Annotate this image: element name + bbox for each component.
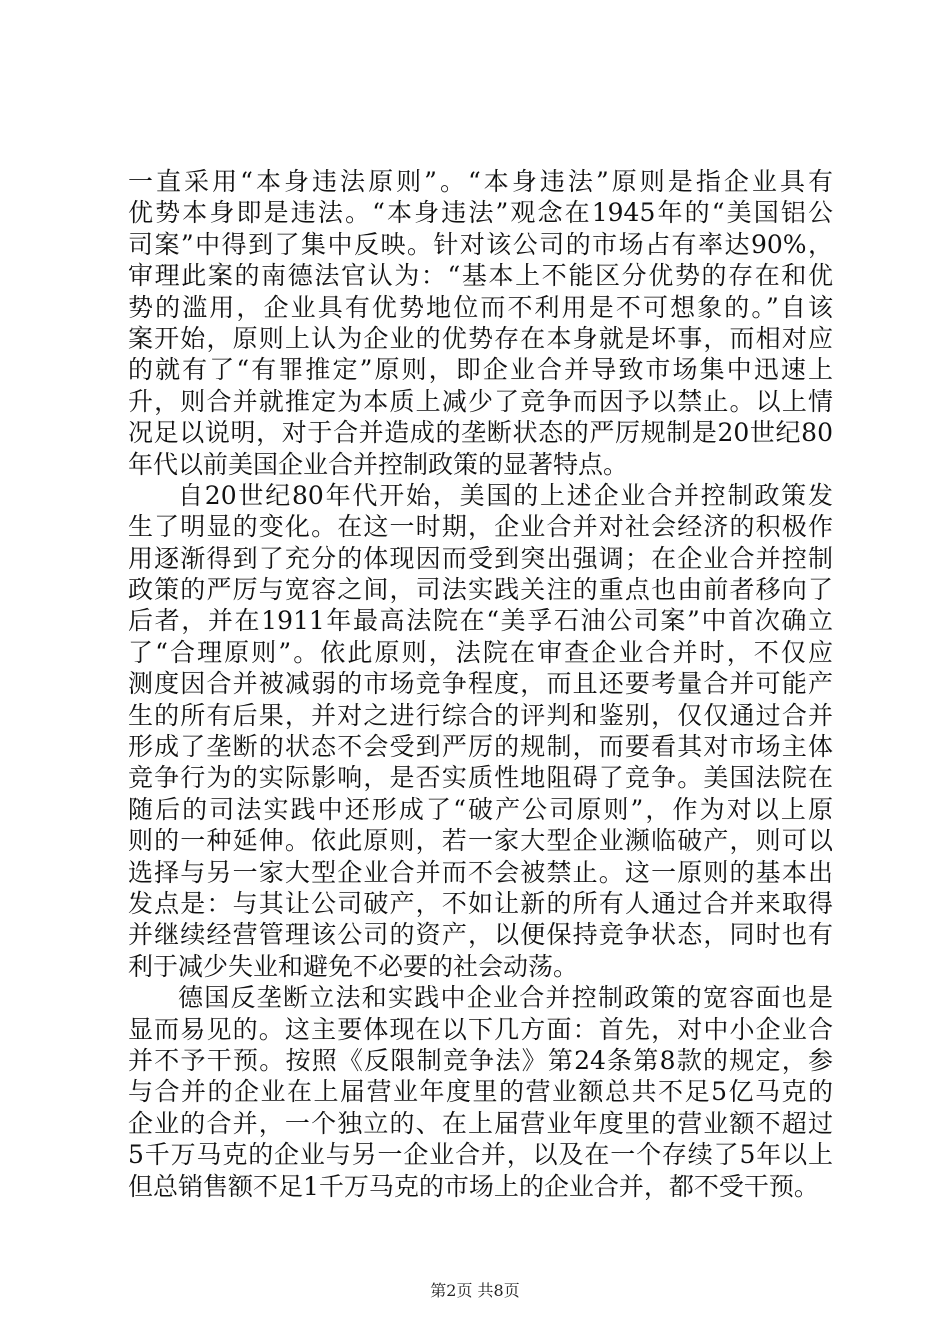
text-line: 选择与另一家大型企业合并而不会被禁止。这一原则的基本出 [128,857,833,887]
text-line: 德国反垄断立法和实践中企业合并控制政策的宽容面也是 [178,983,833,1013]
text-line: 自20世纪80年代开始，美国的上述企业合并控制政策发 [178,480,833,510]
paragraph [128,166,833,480]
page-number-footer: 第2页 共8页 [430,1281,520,1300]
text-line: 并继续经营管理该公司的资产，以便保持竞争状态，同时也有 [128,920,833,950]
text-line: 企业的合并，一个独立的、在上届营业年度里的营业额不超过 [128,1108,833,1138]
text-line: 5千万马克的企业与另一企业合并，以及在一个存续了5年以上 [128,1140,833,1170]
text-line: 形成了垄断的状态不会受到严厉的规制，而要看其对市场主体 [128,732,833,762]
text-line: 但总销售额不足1千万马克的市场上的企业合并，都不受干预。 [128,1171,819,1201]
text-line: 了“合理原则”。依此原则，法院在审查企业合并时，不仅应 [128,637,833,667]
text-line: 生的所有后果，并对之进行综合的评判和鉴别，仅仅通过合并 [128,700,833,730]
text-line: 审理此案的南德法官认为：“基本上不能区分优势的存在和优 [128,261,833,291]
text-line: 案开始，原则上认为企业的优势存在本身就是坏事，而相对应 [128,323,833,353]
text-line: 测度因合并被减弱的市场竞争程度，而且还要考量合并可能产 [128,669,833,699]
text-line: 竞争行为的实际影响，是否实质性地阻碍了竞争。美国法院在 [128,763,833,793]
text-line: 司案”中得到了集中反映。针对该公司的市场占有率达90%， [128,229,833,259]
text-line: 显而易见的。这主要体现在以下几方面：首先，对中小企业合 [128,1014,833,1044]
text-line: 升，则合并就推定为本质上减少了竞争而因予以禁止。以上情 [128,386,833,416]
paragraph [128,480,833,982]
text-line: 政策的严厉与宽容之间，司法实践关注的重点也由前者移向了 [128,575,833,605]
text-line: 况足以说明，对于合并造成的垄断状态的严厉规制是20世纪80 [128,418,833,448]
text-line: 优势本身即是违法。“本身违法”观念在1945年的“美国铝公 [128,198,833,228]
text-line: 一直采用“本身违法原则”。“本身违法”原则是指企业具有 [128,167,833,196]
text-line: 势的滥用，企业具有优势地位而不利用是不可想象的。”自该 [128,292,833,322]
text-line: 则的一种延伸。依此原则，若一家大型企业濒临破产，则可以 [128,826,833,856]
text-line: 随后的司法实践中还形成了“破产公司原则”，作为对以上原 [128,794,833,824]
text-line: 用逐渐得到了充分的体现因而受到突出强调；在企业合并控制 [128,543,833,573]
body-text [128,166,833,1202]
text-line: 后者，并在1911年最高法院在“美孚石油公司案”中首次确立 [128,606,833,636]
text-line: 与合并的企业在上届营业年度里的营业额总共不足5亿马克的 [128,1077,833,1107]
text-line: 的就有了“有罪推定”原则，即企业合并导致市场集中迅速上 [128,355,833,385]
text-line: 生了明显的变化。在这一时期，企业合并对社会经济的积极作 [128,512,833,542]
text-line: 并不予干预。按照《反限制竞争法》第24条第8款的规定，参 [128,1045,833,1075]
text-line: 发点是：与其让公司破产，不如让新的所有人通过合并来取得 [128,888,833,918]
text-line: 年代以前美国企业合并控制政策的显著特点。 [128,449,629,479]
text-line: 利于减少失业和避免不必要的社会动荡。 [128,951,579,981]
paragraph [128,982,833,1202]
